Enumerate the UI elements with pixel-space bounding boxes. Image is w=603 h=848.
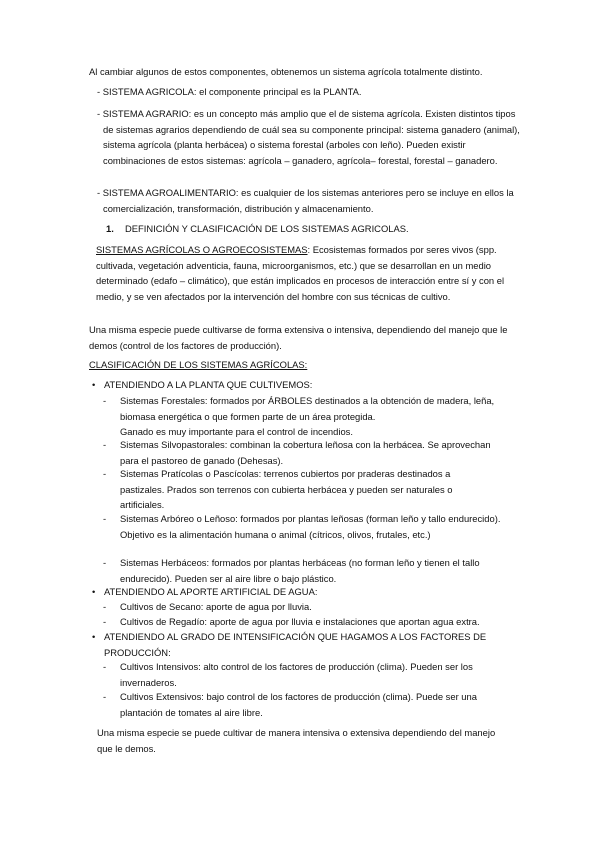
systems-definition: SISTEMAS AGRÍCOLAS O AGROECOSISTEMAS: Ecosistemas formados por seres vivos (spp. cultivada, vegetación adventicia, fauna, microorganismos, etc.) que se desarrollan en un medio determinado (edafo – climático), que están implicados en procesos de interacción entre sí y con el medio, y se ven afectados por la intervención del hombre con sus técnicas de cultivo.	[96, 244, 505, 302]
section-number: 1.	[106, 223, 114, 234]
definition-agrario: - SISTEMA AGRARIO: es un concepto más amplio que el de sistema agrícola. Existen distintos tipos de sistemas agrarios dependiendo de cuál sea su componente principal: sistema ganadero (animal), sistema agrícola (planta herbácea) o sistema forestal (arboles con leño). Pueden existir combinaciones de estos sistemas: agrícola – ganadero, agrícola– forestal, forestal – ganadero.	[97, 108, 520, 166]
group-title: ATENDIENDO AL APORTE ARTIFICIAL DE AGUA:	[104, 586, 318, 597]
document-page: Al cambiar algunos de estos componentes, obtenemos un sistema agrícola totalmente distinto. - SISTEMA AGRICOLA: el componente principal es la PLANTA. - SISTEMA AGRARIO: es un concepto más amplio que el de sistema agrícola. Existen distintos tipos de sistemas agrarios dependiendo de cuál sea su componente principal: sistema ganadero (animal), sistema agrícola (planta herbácea) o sistema forestal (arboles con leño). Pueden existir combinaciones de estos sistemas: agrícola – ganadero, agrícola– forestal, forestal – ganadero. - SISTEMA AGROALIMENTARIO: es cualquier de los sistemas anteriores pero se incluye en ellos la comercialización, transformación, distribución y almacenamiento. 1. DEFINICIÓN Y CLASIFICACIÓN DE LOS SISTEMAS AGRICOLAS. SISTEMAS AGRÍCOLAS O AGROECOSISTEMAS: Ecosistemas formados por seres vivos (spp. cultivada, vegetación adventicia, fauna, microorganismos, etc.) que se desarrollan en un medio determinado (edafo – climático), que están implicados en procesos de interacción entre sí y con el medio, y se ven afectados por la intervención del hombre con sus técnicas de cultivo. Una misma especie puede cultivarse de forma extensiva o intensiva, dependiendo del manejo que le demos (control de los factores de producción). CLASIFICACIÓN DE LOS SISTEMAS AGRÍCOLAS: • ATENDIENDO A LA PLANTA QUE CULTIVEMOS: - Sistemas Forestales: formados por ÁRBOLES destinados a la obtención de madera, leña, biomasa energética o que formen parte de un área protegida. Ganado es muy importante para el control de incendios. - Sistemas Silvopastorales: combinan la cobertura leñosa con la herbácea. Se aprovechan para el pastoreo de ganado (Dehesas). - Sistemas Pratícolas o Pascícolas: terrenos cubiertos por praderas destinados a pastizales. Prados son terrenos con cubierta herbácea y pueden ser naturales o artificiales. - Sistemas Arbóreo o Leñoso: formados por plantas leñosas (forman leño y tallo endurecido). Objetivo es la alimentación humana o animal (cítricos, olivos, frutales, etc.) - Sistemas Herbáceos: formados por plantas herbáceas (no forman leño y tienen el tallo endurecido). Pueden ser al aire libre o bajo plástico. • ATENDIENDO AL APORTE ARTIFICIAL DE AGUA: - Cultivos de Secano: aporte de agua por lluvia. - Cultivos de Regadío: aporte de agua por lluvia e instalaciones que aportan agua extra. • ATENDIENDO AL GRADO DE INTENSIFICACIÓN QUE HAGAMOS A LOS FACTORES DE PRODUCCIÓN: - Cultivos Intensivos: alto control de los factores de producción (clima). Pueden ser los invernaderos. - Cultivos Extensivos: bajo control de los factores de producción (clima). Puede ser una plantación de tomates al aire libre. Una misma especie se puede cultivar de manera intensiva o extensiva dependiendo del manejo que le demos.	[0, 0, 603, 848]
closing-paragraph: Una misma especie se puede cultivar de manera intensiva o extensiva dependiendo del manejo que le demos.	[97, 727, 496, 754]
dash-icon: -	[103, 557, 107, 568]
bullet-icon: •	[92, 379, 96, 390]
dash-icon: -	[103, 691, 107, 702]
dash-icon: -	[103, 661, 107, 672]
dash-icon: -	[103, 513, 107, 524]
definition-agroalimentario: - SISTEMA AGROALIMENTARIO: es cualquier de los sistemas anteriores pero se incluye en ellos la comercialización, transformación, distribución y almacenamiento.	[97, 187, 514, 214]
group-title: ATENDIENDO A LA PLANTA QUE CULTIVEMOS:	[104, 379, 313, 390]
species-note: Una misma especie puede cultivarse de forma extensiva o intensiva, dependiendo del manejo que le demos (control de los factores de producción).	[89, 324, 508, 351]
bullet-icon: •	[92, 631, 96, 642]
dash-icon: -	[103, 395, 107, 406]
bullet-icon: •	[92, 586, 96, 597]
dash-icon: -	[103, 601, 107, 612]
dash-icon: -	[103, 616, 107, 627]
classification-title: CLASIFICACIÓN DE LOS SISTEMAS AGRÍCOLAS:	[89, 359, 308, 370]
definition-agricola: - SISTEMA AGRICOLA: el componente principal es la PLANTA.	[97, 86, 362, 97]
group-title: ATENDIENDO AL GRADO DE INTENSIFICACIÓN QUE HAGAMOS A LOS FACTORES DE PRODUCCIÓN:	[104, 631, 487, 658]
intro-paragraph: Al cambiar algunos de estos componentes, obtenemos un sistema agrícola totalmente distinto.	[89, 66, 483, 77]
dash-icon: -	[103, 439, 107, 450]
section-title: DEFINICIÓN Y CLASIFICACIÓN DE LOS SISTEMAS AGRICOLAS.	[125, 223, 409, 234]
dash-icon: -	[103, 468, 107, 479]
